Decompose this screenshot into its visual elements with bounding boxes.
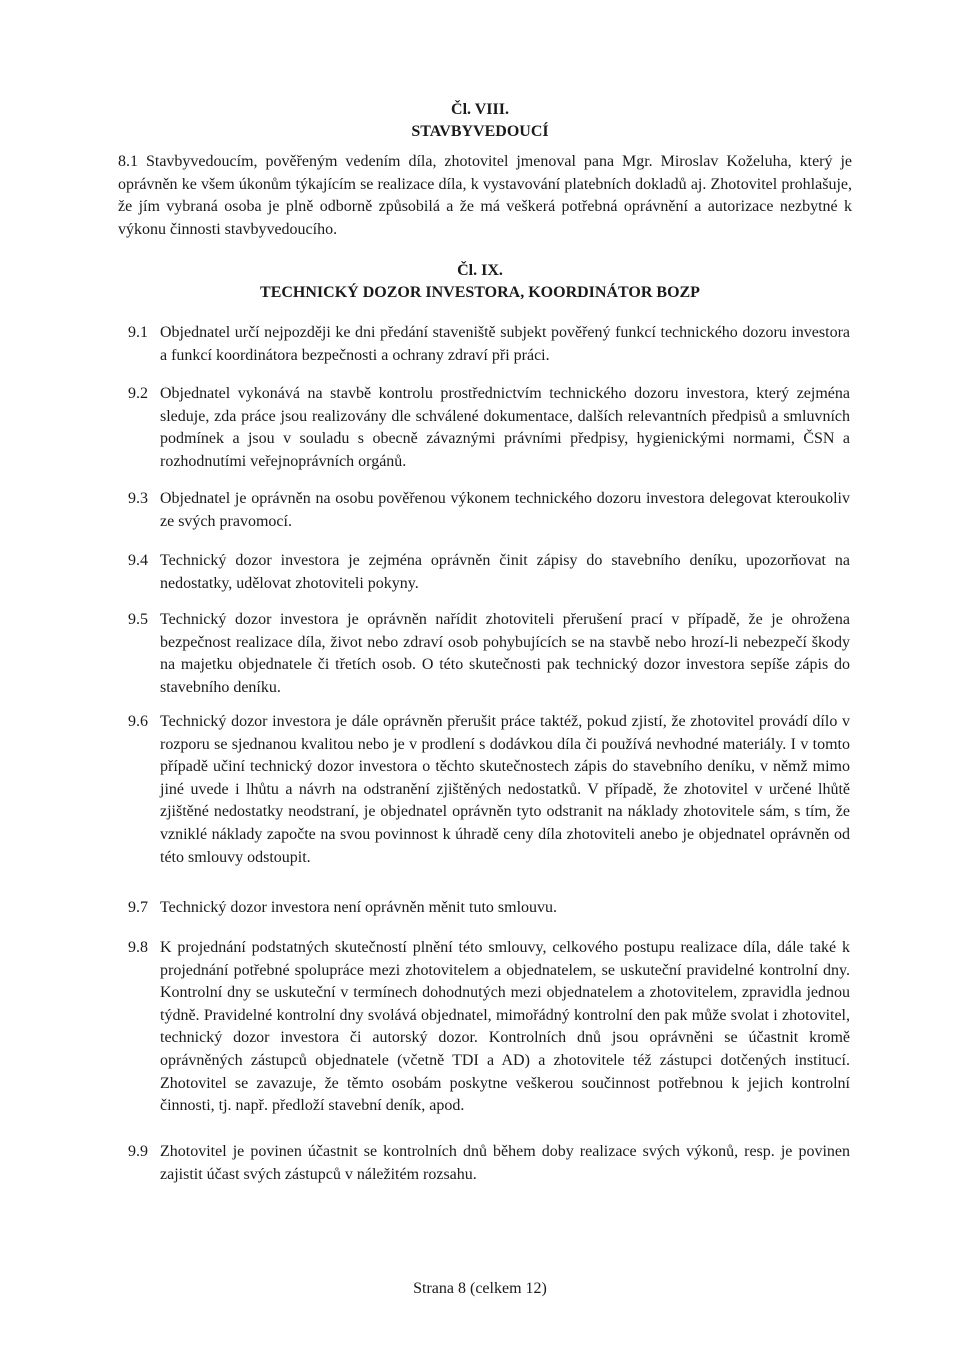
paragraph-9-5	[128, 609, 850, 699]
paragraph-number: 9.5	[128, 611, 148, 628]
paragraph-text: Objednatel je oprávněn na osobu pověřenou výkonem technického dozoru investora delegovat kteroukoliv ze svých pravomocí.	[160, 490, 850, 530]
paragraph-text: Zhotovitel je povinen účastnit se kontrolních dnů během doby realizace svých výkonů, resp. je povinen zajistit účast svých zástupců v náležitém rozsahu.	[160, 1143, 850, 1183]
article-8-subtitle: STAVBYVEDOUCÍ	[411, 123, 549, 140]
paragraph-text: K projednání podstatných skutečností plnění této smlouvy, celkového postupu realizace díla, dále také k projednání potřebné spolupráce mezi zhotovitelem a objednatelem, se uskuteční pravidelné kontrolní dny. Kontrolní dny se uskuteční v termínech dohodnutých mezi objednatelem a zhotovitelem, zpravidla jednou týdně. Pravidelné kontrolní dny svolává objednatel, mimořádný kontrolní den pak může svolat i zhotovitel, technický dozor investora či autorský dozor. Kontrolních dnů jsou oprávněni se účastnit kromě oprávněných zástupců objednatele (včetně TDI a AD) a zhotovitele též zástupci dotčených institucí. Zhotovitel se zavazuje, že těmto osobám poskytne veškerou součinnost potřebnou k jejich kontrolní činnosti, tj. např. předloží stavební deník, apod.	[160, 939, 850, 1115]
paragraph-9-8	[128, 937, 850, 1118]
paragraph-9-7	[128, 897, 850, 920]
article-9-title: Čl. IX.	[457, 262, 503, 279]
paragraph-number: 9.4	[128, 552, 148, 569]
paragraph-number: 9.2	[128, 385, 148, 402]
paragraph-9-1	[128, 322, 850, 367]
paragraph-text: Stavbyvedoucím, pověřeným vedením díla, zhotovitel jmenoval pana Mgr. Miroslav Koželuha, který je oprávněn ke všem úkonům týkajícím se realizace díla, k vystavování platebních dokladů aj. Zhotovitel prohlašuje, že jím vybraná osoba je plně odborně způsobilá a že má veškerá potřebná oprávnění a autorizace nezbytné k výkonu činnosti stavbyvedoucího.	[118, 153, 853, 238]
paragraph-number: 9.9	[128, 1143, 148, 1160]
paragraph-number: 9.1	[128, 324, 148, 341]
paragraph-9-2	[128, 383, 850, 473]
article-9-heading	[0, 260, 960, 304]
paragraph-number: 8.1	[118, 153, 138, 170]
paragraph-9-6	[128, 711, 850, 869]
paragraph-9-3	[128, 488, 850, 533]
paragraph-number: 9.7	[128, 899, 148, 916]
paragraph-text: Technický dozor investora není oprávněn měnit tuto smlouvu.	[160, 899, 558, 916]
page-footer: Strana 8 (celkem 12)	[413, 1280, 547, 1297]
paragraph-text: Technický dozor investora je zejména oprávněn činit zápisy do stavebního deníku, upozorňovat na nedostatky, udělovat zhotoviteli pokyny.	[160, 552, 850, 592]
paragraph-9-4	[128, 550, 850, 595]
paragraph-8-1	[118, 151, 852, 241]
paragraph-9-9	[128, 1141, 850, 1186]
paragraph-text: Objednatel vykonává na stavbě kontrolu prostřednictvím technického dozoru investora, který zejména sleduje, zda práce jsou realizovány dle schválené dokumentace, dalších relevantních předpisů a smluvních podmínek a jsou v souladu s obecně závaznými právními předpisy, hygienickými normami, ČSN a rozhodnutími veřejnoprávních orgánů.	[160, 385, 850, 470]
paragraph-number: 9.6	[128, 713, 148, 730]
paragraph-number: 9.3	[128, 490, 148, 507]
paragraph-text: Technický dozor investora je oprávněn nařídit zhotoviteli přerušení prací v případě, že je ohrožena bezpečnost realizace díla, život nebo zdraví osob pohybujících se na stavbě nebo hrozí-li nebezpečí škody na majetku objednatele či třetích osob. O této skutečnosti pak technický dozor investora sepíše zápis do stavebního deníku.	[160, 611, 850, 696]
paragraph-text: Technický dozor investora je dále oprávněn přerušit práce taktéž, pokud zjistí, že zhotovitel provádí dílo v rozporu se sjednanou kvalitou nebo je v prodlení s dodávkou díla či používá nevhodné materiály. I v tomto případě učiní technický dozor investora o těchto skutečnostech zápis do stavebního deníku, v němž mimo jiné uvede i lhůtu a návrh na odstranění zjištěných nedostatků. V případě, že zhotovitel v určené lhůtě zjištěné nedostatky neodstraní, je objednatel oprávněn tyto odstranit na náklady zhotovitele sám, s tím, že vzniklé náklady započte na svou povinnost k úhradě ceny díla zhotoviteli anebo je objednatel oprávněn od této smlouvy odstoupit.	[160, 713, 850, 866]
article-9-subtitle: TECHNICKÝ DOZOR INVESTORA, KOORDINÁTOR BOZP	[260, 284, 700, 301]
paragraph-number: 9.8	[128, 939, 148, 956]
paragraph-text: Objednatel určí nejpozději ke dni předání staveniště subjekt pověřený funkcí technického dozoru investora a funkcí koordinátora bezpečnosti a ochrany zdraví při práci.	[160, 324, 850, 364]
article-8-heading	[0, 99, 960, 143]
article-8-title: Čl. VIII.	[451, 101, 509, 118]
